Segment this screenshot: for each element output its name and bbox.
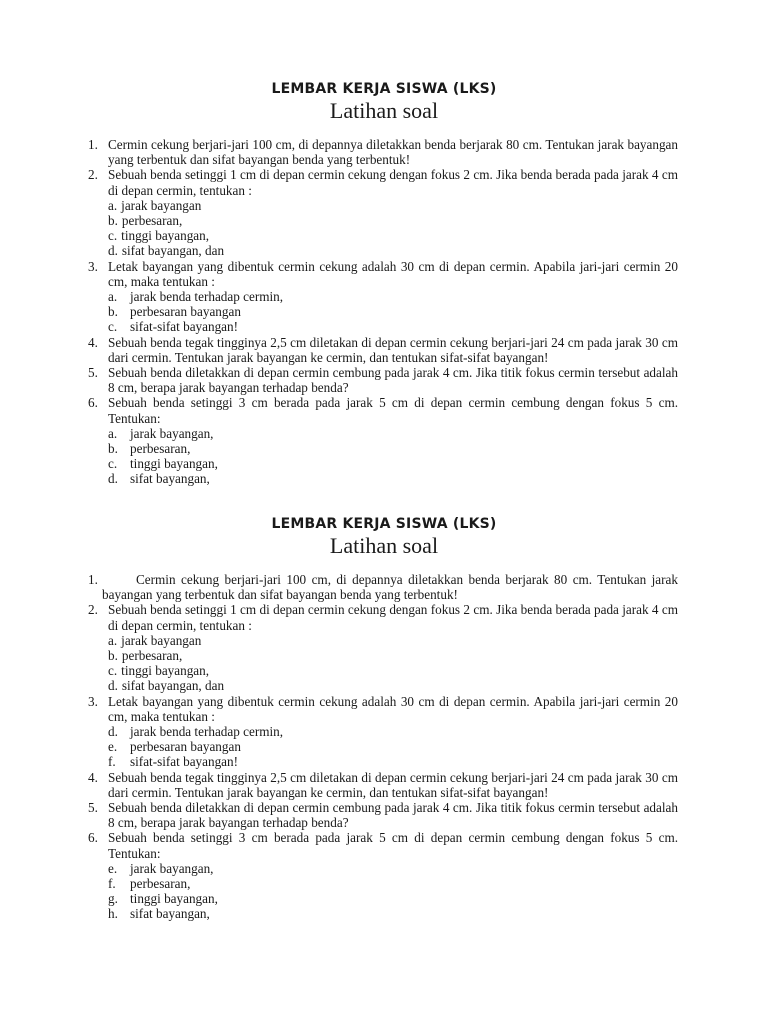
- question-text: Sebuah benda setinggi 3 cm berada pada jarak 5 cm di depan cermin cembung dengan fokus 5 cm. Tentukan:: [108, 395, 678, 426]
- worksheet-1: [0, 80, 768, 126]
- question-text: Cermin cekung berjari-jari 100 cm, di depannya diletakkan benda berjarak 80 cm. Tentukan jarak bayangan yang terbentuk dan sifat bayangan benda yang terbentuk!: [108, 137, 678, 168]
- question-5: [88, 365, 678, 395]
- worksheet-2: [0, 515, 768, 561]
- question-5: [88, 800, 678, 830]
- sub-item: g. tinggi bayangan,: [108, 891, 218, 907]
- worksheet-title: LEMBAR KERJA SISWA (LKS): [271, 81, 497, 97]
- question-text: Sebuah benda diletakkan di depan cermin cembung pada jarak 4 cm. Jika titik fokus cermin tersebut adalah 8 cm, berapa jarak bayangan terhadap benda?: [108, 800, 678, 831]
- question-2: [88, 602, 678, 693]
- question-list-2: [88, 572, 678, 922]
- worksheet-title: LEMBAR KERJA SISWA (LKS): [271, 516, 497, 532]
- sub-item: f. perbesaran,: [108, 876, 191, 892]
- sub-item: d. sifat bayangan, dan: [108, 243, 225, 259]
- sub-item: a. jarak bayangan,: [108, 425, 214, 441]
- question-4: [88, 335, 678, 365]
- question-number: 2.: [88, 602, 98, 618]
- question-2: [88, 167, 678, 258]
- question-text: Sebuah benda diletakkan di depan cermin cembung pada jarak 4 cm. Jika titik fokus cermin tersebut adalah 8 cm, berapa jarak bayangan terhadap benda?: [108, 365, 678, 396]
- question-3: [88, 259, 678, 335]
- question-number: 3.: [88, 693, 98, 709]
- sub-item: b. perbesaran bayangan: [108, 304, 241, 320]
- sub-item: b. perbesaran,: [108, 441, 191, 457]
- sub-item: a. jarak bayangan: [108, 197, 202, 213]
- question-number: 4.: [88, 769, 98, 785]
- question-6: [88, 830, 678, 921]
- worksheet-subtitle: Latihan soal: [329, 533, 439, 558]
- question-number: 5.: [88, 800, 98, 816]
- question-number: 2.: [88, 167, 98, 183]
- question-text: Sebuah benda tegak tingginya 2,5 cm diletakan di depan cermin cekung berjari-jari 24 cm pada jarak 30 cm dari cermin. Tentukan jarak bayangan ke cermin, dan tentukan sifat-sifat bayangan!: [108, 334, 678, 365]
- question-number: 6.: [88, 830, 98, 846]
- worksheet-subtitle: Latihan soal: [329, 98, 439, 123]
- question-text: Cermin cekung berjari-jari 100 cm, di depannya diletakkan benda berjarak 80 cm. Tentukan jarak bayangan yang terbentuk dan sifat bayangan benda yang terbentuk!: [102, 572, 678, 603]
- question-text: Letak bayangan yang dibentuk cermin cekung adalah 30 cm di depan cermin. Apabila jari-jari cermin 20 cm, maka tentukan :: [108, 258, 678, 289]
- sub-item: b. perbesaran,: [108, 213, 183, 229]
- sub-item: f. sifat-sifat bayangan!: [108, 754, 239, 770]
- sub-item: b. perbesaran,: [108, 648, 183, 664]
- sub-item: c. tinggi bayangan,: [108, 456, 218, 472]
- question-text: Sebuah benda setinggi 1 cm di depan cermin cekung dengan fokus 2 cm. Jika benda berada pada jarak 4 cm di depan cermin, tentukan :: [108, 602, 678, 633]
- question-6: [88, 395, 678, 486]
- question-3: [88, 694, 678, 770]
- sub-item: a. jarak benda terhadap cermin,: [108, 289, 284, 305]
- sub-item: h. sifat bayangan,: [108, 906, 210, 922]
- sub-item: c. tinggi bayangan,: [108, 663, 210, 679]
- sub-item: a. jarak bayangan: [108, 632, 202, 648]
- question-number: 5.: [88, 365, 98, 381]
- sub-item: e. perbesaran bayangan: [108, 739, 241, 755]
- question-list-1: [88, 137, 678, 487]
- question-text: Sebuah benda setinggi 1 cm di depan cermin cekung dengan fokus 2 cm. Jika benda berada pada jarak 4 cm di depan cermin, tentukan :: [108, 167, 678, 198]
- question-number: 1.: [88, 137, 98, 152]
- sub-item: c. tinggi bayangan,: [108, 228, 210, 244]
- question-number: 3.: [88, 258, 98, 274]
- sub-item: d. sifat bayangan,: [108, 471, 210, 487]
- sub-item: d. sifat bayangan, dan: [108, 678, 225, 694]
- question-number: 6.: [88, 395, 98, 411]
- sub-item: d. jarak benda terhadap cermin,: [108, 724, 284, 740]
- question-1: [88, 572, 678, 602]
- question-text: Sebuah benda tegak tingginya 2,5 cm diletakan di depan cermin cekung berjari-jari 24 cm pada jarak 30 cm dari cermin. Tentukan jarak bayangan ke cermin, dan tentukan sifat-sifat bayangan!: [108, 769, 678, 800]
- question-text: Sebuah benda setinggi 3 cm berada pada jarak 5 cm di depan cermin cembung dengan fokus 5 cm. Tentukan:: [108, 830, 678, 861]
- sub-item: c. sifat-sifat bayangan!: [108, 319, 239, 335]
- question-4: [88, 770, 678, 800]
- question-number: 4.: [88, 334, 98, 350]
- question-text: Letak bayangan yang dibentuk cermin cekung adalah 30 cm di depan cermin. Apabila jari-jari cermin 20 cm, maka tentukan :: [108, 693, 678, 724]
- question-1: [88, 137, 678, 167]
- sub-item: e. jarak bayangan,: [108, 860, 214, 876]
- question-number: 1.: [88, 572, 98, 587]
